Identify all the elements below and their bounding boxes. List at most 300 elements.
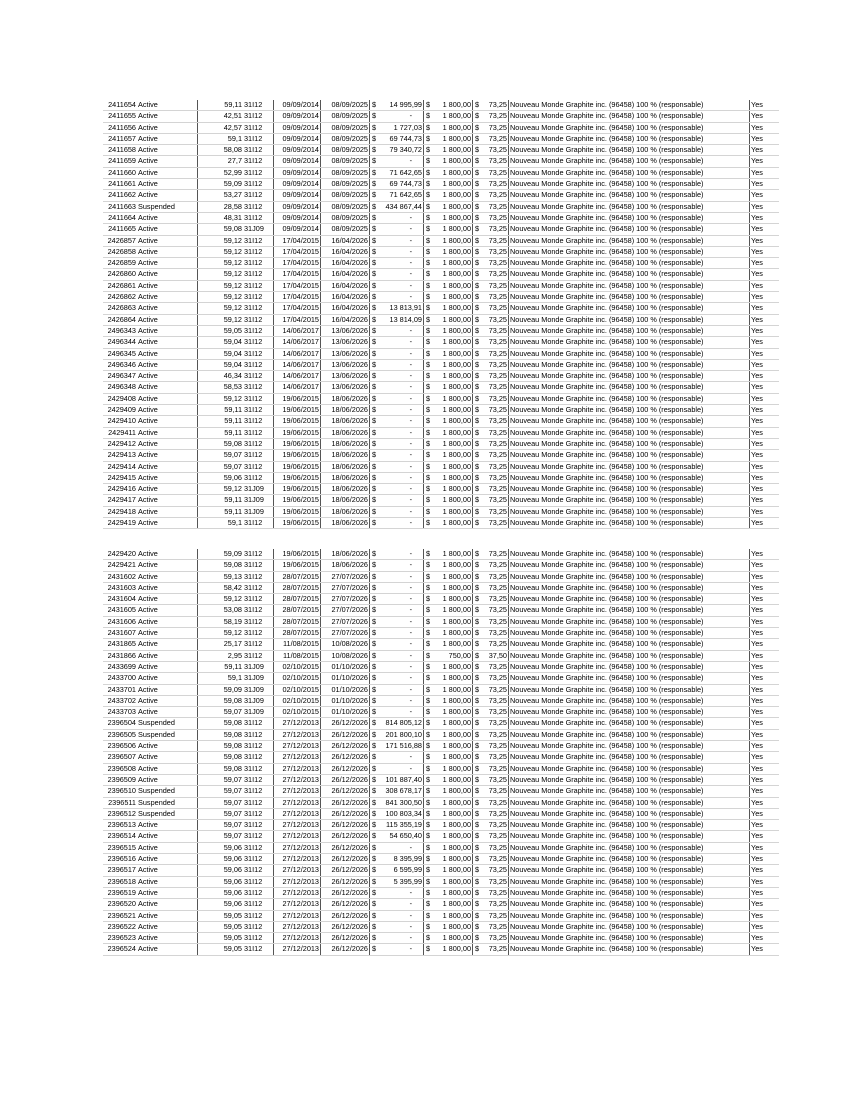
cell-zone: 31I12 [243, 145, 274, 156]
cell-status: Active [137, 359, 198, 370]
cell-end: 18/06/2026 [321, 560, 370, 571]
cell-tax [473, 484, 509, 495]
cell-flag: Yes [750, 763, 780, 774]
cell-status: Active [137, 314, 198, 325]
cell-value-credit: - [409, 484, 412, 494]
cell-value-fee: 1 800,00 [442, 484, 471, 494]
cell-holder: Nouveau Monde Graphite inc. (96458) 100 % (responsable) [509, 741, 750, 752]
cell-end: 13/06/2026 [321, 382, 370, 393]
cell-value-tax: 73,25 [488, 359, 507, 369]
currency-symbol: $ [475, 100, 480, 109]
cell-value-tax: 73,25 [488, 628, 507, 638]
cell-status: Active [137, 303, 198, 314]
cell-area: 59,04 [198, 337, 244, 348]
cell-status: Suspended [137, 786, 198, 797]
currency-symbol: $ [426, 506, 431, 516]
currency-symbol: $ [475, 944, 480, 954]
cell-fee [424, 797, 473, 808]
cell-start: 27/12/2013 [274, 808, 321, 819]
cell-holder: Nouveau Monde Graphite inc. (96458) 100 % (responsable) [509, 472, 750, 483]
cell-flag: Yes [750, 808, 780, 819]
currency-symbol: $ [372, 921, 377, 931]
currency-symbol: $ [426, 661, 431, 671]
cell-value-credit: - [409, 639, 412, 649]
cell-value-tax: 73,25 [488, 224, 507, 234]
table-row [103, 517, 779, 528]
cell-start: 09/09/2014 [274, 156, 321, 167]
currency-symbol: $ [426, 405, 431, 415]
currency-symbol: $ [426, 933, 431, 943]
cell-zone: 31I12 [243, 605, 274, 616]
currency-symbol: $ [426, 605, 431, 615]
table-row [103, 179, 779, 190]
cell-value-tax: 73,25 [488, 472, 507, 482]
cell-end: 27/07/2026 [321, 605, 370, 616]
cell-zone: 31I12 [243, 774, 274, 785]
cell-start: 17/04/2015 [274, 258, 321, 269]
cell-value-fee: 1 800,00 [442, 212, 471, 222]
cell-fee [424, 876, 473, 887]
table-row [103, 325, 779, 336]
cell-fee [424, 484, 473, 495]
cell-value-fee: 1 800,00 [442, 111, 471, 121]
cell-fee [424, 472, 473, 483]
claims-table-section-1 [103, 100, 779, 529]
cell-value-tax: 73,25 [488, 212, 507, 222]
cell-area: 59,12 [198, 314, 244, 325]
cell-end: 26/12/2026 [321, 820, 370, 831]
cell-credit [370, 582, 424, 593]
cell-id: 2411657 [103, 133, 137, 144]
cell-area: 59,08 [198, 224, 244, 235]
currency-symbol: $ [426, 382, 431, 392]
cell-end: 16/04/2026 [321, 280, 370, 291]
cell-area: 59,06 [198, 854, 244, 865]
table-row [103, 122, 779, 133]
cell-value-tax: 73,25 [488, 156, 507, 166]
cell-credit [370, 741, 424, 752]
cell-value-tax: 73,25 [488, 133, 507, 143]
cell-tax [473, 876, 509, 887]
cell-flag: Yes [750, 842, 780, 853]
currency-symbol: $ [372, 808, 377, 818]
cell-value-credit: - [409, 235, 412, 245]
cell-holder: Nouveau Monde Graphite inc. (96458) 100 % (responsable) [509, 571, 750, 582]
cell-zone: 31I12 [243, 729, 274, 740]
cell-zone: 31I12 [243, 887, 274, 898]
cell-start: 27/12/2013 [274, 854, 321, 865]
cell-zone: 31I12 [243, 741, 274, 752]
cell-value-fee: 1 800,00 [442, 831, 471, 841]
cell-value-tax: 73,25 [488, 763, 507, 773]
cell-value-tax: 73,25 [488, 549, 507, 558]
cell-end: 10/08/2026 [321, 639, 370, 650]
cell-status: Active [137, 325, 198, 336]
cell-tax [473, 616, 509, 627]
currency-symbol: $ [426, 707, 431, 717]
cell-tax [473, 427, 509, 438]
cell-id: 2429415 [103, 472, 137, 483]
cell-status: Active [137, 371, 198, 382]
table-row [103, 190, 779, 201]
currency-symbol: $ [426, 910, 431, 920]
cell-id: 2431602 [103, 571, 137, 582]
cell-zone: 31J09 [243, 661, 274, 672]
cell-flag: Yes [750, 405, 780, 416]
cell-credit [370, 933, 424, 944]
cell-end: 01/10/2026 [321, 707, 370, 718]
cell-area: 59,09 [198, 179, 244, 190]
table-row [103, 201, 779, 212]
currency-symbol: $ [372, 303, 377, 313]
cell-start: 27/12/2013 [274, 944, 321, 955]
currency-symbol: $ [372, 393, 377, 403]
cell-status: Active [137, 269, 198, 280]
cell-end: 16/04/2026 [321, 235, 370, 246]
cell-credit [370, 438, 424, 449]
cell-area: 52,99 [198, 167, 244, 178]
currency-symbol: $ [426, 450, 431, 460]
cell-flag: Yes [750, 484, 780, 495]
cell-area: 59,12 [198, 269, 244, 280]
cell-value-tax: 73,25 [488, 201, 507, 211]
cell-start: 27/12/2013 [274, 921, 321, 932]
cell-value-fee: 1 800,00 [442, 461, 471, 471]
cell-value-fee: 1 800,00 [442, 639, 471, 649]
cell-end: 26/12/2026 [321, 797, 370, 808]
cell-tax [473, 752, 509, 763]
cell-zone: 31I12 [243, 786, 274, 797]
cell-tax [473, 549, 509, 560]
cell-id: 2429416 [103, 484, 137, 495]
cell-value-tax: 73,25 [488, 616, 507, 626]
cell-zone: 31I12 [243, 797, 274, 808]
currency-symbol: $ [475, 111, 480, 121]
cell-end: 27/07/2026 [321, 582, 370, 593]
cell-end: 16/04/2026 [321, 303, 370, 314]
table-row [103, 729, 779, 740]
currency-symbol: $ [426, 741, 431, 751]
cell-tax [473, 461, 509, 472]
cell-start: 14/06/2017 [274, 337, 321, 348]
cell-credit [370, 472, 424, 483]
cell-fee [424, 405, 473, 416]
currency-symbol: $ [372, 145, 377, 155]
cell-area: 58,19 [198, 616, 244, 627]
cell-value-fee: 1 800,00 [442, 100, 471, 109]
cell-area: 59,11 [198, 416, 244, 427]
cell-status: Active [137, 549, 198, 560]
currency-symbol: $ [426, 145, 431, 155]
cell-status: Active [137, 179, 198, 190]
cell-end: 18/06/2026 [321, 427, 370, 438]
cell-fee [424, 337, 473, 348]
currency-symbol: $ [372, 416, 377, 426]
cell-flag: Yes [750, 854, 780, 865]
cell-credit [370, 876, 424, 887]
currency-symbol: $ [372, 549, 377, 558]
cell-tax [473, 808, 509, 819]
cell-start: 02/10/2015 [274, 695, 321, 706]
cell-value-fee: 1 800,00 [442, 179, 471, 189]
cell-zone: 31I12 [243, 639, 274, 650]
cell-status: Active [137, 707, 198, 718]
cell-value-fee: 1 800,00 [442, 280, 471, 290]
cell-id: 2396519 [103, 887, 137, 898]
cell-value-tax: 73,25 [488, 517, 507, 527]
cell-status: Active [137, 506, 198, 517]
currency-symbol: $ [372, 156, 377, 166]
currency-symbol: $ [475, 133, 480, 143]
cell-status: Active [137, 258, 198, 269]
cell-area: 59,11 [198, 427, 244, 438]
currency-symbol: $ [372, 495, 377, 505]
cell-area: 59,07 [198, 786, 244, 797]
cell-start: 11/08/2015 [274, 650, 321, 661]
cell-status: Active [137, 235, 198, 246]
cell-credit [370, 899, 424, 910]
cell-holder: Nouveau Monde Graphite inc. (96458) 100 % (responsable) [509, 910, 750, 921]
cell-area: 59,08 [198, 752, 244, 763]
cell-start: 09/09/2014 [274, 133, 321, 144]
cell-holder: Nouveau Monde Graphite inc. (96458) 100 % (responsable) [509, 348, 750, 359]
cell-zone: 31I12 [243, 201, 274, 212]
currency-symbol: $ [426, 616, 431, 626]
cell-flag: Yes [750, 876, 780, 887]
cell-zone: 31I12 [243, 156, 274, 167]
currency-symbol: $ [372, 876, 377, 886]
table-row [103, 258, 779, 269]
cell-end: 18/06/2026 [321, 517, 370, 528]
currency-symbol: $ [475, 673, 480, 683]
cell-credit [370, 359, 424, 370]
table-row [103, 876, 779, 887]
cell-tax [473, 729, 509, 740]
currency-symbol: $ [475, 246, 480, 256]
cell-area: 59,04 [198, 348, 244, 359]
cell-value-tax: 73,25 [488, 393, 507, 403]
cell-end: 18/06/2026 [321, 393, 370, 404]
cell-start: 19/06/2015 [274, 517, 321, 528]
cell-area: 59,08 [198, 729, 244, 740]
cell-flag: Yes [750, 472, 780, 483]
cell-fee [424, 190, 473, 201]
cell-end: 13/06/2026 [321, 371, 370, 382]
cell-end: 26/12/2026 [321, 786, 370, 797]
cell-value-fee: 1 800,00 [442, 741, 471, 751]
cell-start: 27/12/2013 [274, 865, 321, 876]
cell-flag: Yes [750, 179, 780, 190]
cell-tax [473, 348, 509, 359]
cell-start: 28/07/2015 [274, 571, 321, 582]
cell-fee [424, 438, 473, 449]
cell-holder: Nouveau Monde Graphite inc. (96458) 100 % (responsable) [509, 190, 750, 201]
cell-value-fee: 1 800,00 [442, 582, 471, 592]
cell-holder: Nouveau Monde Graphite inc. (96458) 100 % (responsable) [509, 337, 750, 348]
cell-holder: Nouveau Monde Graphite inc. (96458) 100 % (responsable) [509, 438, 750, 449]
cell-fee [424, 820, 473, 831]
currency-symbol: $ [372, 842, 377, 852]
currency-symbol: $ [475, 639, 480, 649]
cell-tax [473, 786, 509, 797]
cell-status: Active [137, 427, 198, 438]
cell-value-credit: - [409, 684, 412, 694]
cell-start: 02/10/2015 [274, 673, 321, 684]
cell-status: Active [137, 167, 198, 178]
cell-holder: Nouveau Monde Graphite inc. (96458) 100 % (responsable) [509, 774, 750, 785]
currency-symbol: $ [372, 741, 377, 751]
cell-tax [473, 854, 509, 865]
cell-value-tax: 73,25 [488, 382, 507, 392]
cell-area: 59,05 [198, 910, 244, 921]
cell-area: 59,11 [198, 661, 244, 672]
cell-start: 27/12/2013 [274, 876, 321, 887]
cell-holder: Nouveau Monde Graphite inc. (96458) 100 % (responsable) [509, 899, 750, 910]
cell-tax [473, 774, 509, 785]
cell-value-credit: - [409, 752, 412, 762]
currency-symbol: $ [372, 854, 377, 864]
currency-symbol: $ [372, 100, 377, 109]
table-row [103, 405, 779, 416]
cell-value-credit: - [409, 371, 412, 381]
cell-id: 2396518 [103, 876, 137, 887]
cell-fee [424, 269, 473, 280]
cell-flag: Yes [750, 673, 780, 684]
cell-value-credit: 201 800,10 [385, 729, 422, 739]
currency-symbol: $ [426, 280, 431, 290]
cell-credit [370, 865, 424, 876]
cell-holder: Nouveau Monde Graphite inc. (96458) 100 % (responsable) [509, 707, 750, 718]
cell-end: 18/06/2026 [321, 506, 370, 517]
cell-fee [424, 133, 473, 144]
cell-start: 19/06/2015 [274, 393, 321, 404]
currency-symbol: $ [475, 616, 480, 626]
cell-fee [424, 371, 473, 382]
currency-symbol: $ [475, 427, 480, 437]
cell-credit [370, 639, 424, 650]
currency-symbol: $ [372, 212, 377, 222]
currency-symbol: $ [426, 348, 431, 358]
cell-tax [473, 639, 509, 650]
cell-holder: Nouveau Monde Graphite inc. (96458) 100 % (responsable) [509, 405, 750, 416]
cell-zone: 31I12 [243, 899, 274, 910]
cell-start: 14/06/2017 [274, 359, 321, 370]
cell-value-tax: 73,25 [488, 695, 507, 705]
cell-value-tax: 73,25 [488, 371, 507, 381]
cell-value-credit: 1 727,03 [393, 122, 422, 132]
cell-fee [424, 201, 473, 212]
cell-id: 2431607 [103, 628, 137, 639]
cell-area: 59,08 [198, 695, 244, 706]
cell-flag: Yes [750, 258, 780, 269]
cell-end: 16/04/2026 [321, 258, 370, 269]
table-row [103, 808, 779, 819]
currency-symbol: $ [475, 235, 480, 245]
currency-symbol: $ [426, 831, 431, 841]
table-row [103, 605, 779, 616]
cell-area: 59,05 [198, 944, 244, 955]
cell-value-credit: - [409, 763, 412, 773]
cell-end: 26/12/2026 [321, 876, 370, 887]
cell-start: 19/06/2015 [274, 405, 321, 416]
cell-id: 2396509 [103, 774, 137, 785]
cell-holder: Nouveau Monde Graphite inc. (96458) 100 % (responsable) [509, 506, 750, 517]
cell-flag: Yes [750, 639, 780, 650]
cell-end: 08/09/2025 [321, 156, 370, 167]
cell-flag: Yes [750, 450, 780, 461]
cell-holder: Nouveau Monde Graphite inc. (96458) 100 % (responsable) [509, 224, 750, 235]
cell-zone: 31I12 [243, 628, 274, 639]
cell-tax [473, 887, 509, 898]
currency-symbol: $ [426, 201, 431, 211]
cell-start: 09/09/2014 [274, 167, 321, 178]
cell-tax [473, 269, 509, 280]
cell-start: 27/12/2013 [274, 797, 321, 808]
cell-tax [473, 235, 509, 246]
cell-value-tax: 73,25 [488, 594, 507, 604]
cell-value-tax: 73,25 [488, 910, 507, 920]
cell-credit [370, 405, 424, 416]
cell-credit [370, 100, 424, 111]
cell-end: 16/04/2026 [321, 246, 370, 257]
cell-zone: 31I12 [243, 438, 274, 449]
currency-symbol: $ [426, 797, 431, 807]
cell-value-credit: 171 516,88 [385, 741, 422, 751]
cell-value-tax: 37,50 [488, 650, 507, 660]
cell-zone: 31I12 [243, 337, 274, 348]
currency-symbol: $ [372, 292, 377, 302]
table-row [103, 628, 779, 639]
cell-fee [424, 887, 473, 898]
cell-fee [424, 325, 473, 336]
cell-status: Active [137, 560, 198, 571]
currency-symbol: $ [475, 472, 480, 482]
cell-holder: Nouveau Monde Graphite inc. (96458) 100 % (responsable) [509, 314, 750, 325]
cell-flag: Yes [750, 393, 780, 404]
cell-value-credit: - [409, 337, 412, 347]
cell-end: 26/12/2026 [321, 944, 370, 955]
cell-value-credit: 8 395,99 [393, 854, 422, 864]
currency-symbol: $ [475, 461, 480, 471]
cell-fee [424, 416, 473, 427]
cell-value-credit: 69 744,73 [389, 179, 422, 189]
cell-id: 2429418 [103, 506, 137, 517]
cell-zone: 31I12 [243, 122, 274, 133]
cell-tax [473, 865, 509, 876]
table-row [103, 549, 779, 560]
cell-credit [370, 820, 424, 831]
table-row [103, 774, 779, 785]
cell-start: 17/04/2015 [274, 235, 321, 246]
cell-start: 28/07/2015 [274, 628, 321, 639]
currency-symbol: $ [475, 506, 480, 516]
cell-holder: Nouveau Monde Graphite inc. (96458) 100 % (responsable) [509, 133, 750, 144]
cell-id: 2411661 [103, 179, 137, 190]
currency-symbol: $ [372, 325, 377, 335]
table-row [103, 145, 779, 156]
currency-symbol: $ [372, 484, 377, 494]
cell-start: 19/06/2015 [274, 416, 321, 427]
cell-holder: Nouveau Monde Graphite inc. (96458) 100 % (responsable) [509, 549, 750, 560]
currency-symbol: $ [372, 650, 377, 660]
cell-start: 27/12/2013 [274, 899, 321, 910]
cell-status: Active [137, 280, 198, 291]
cell-holder: Nouveau Monde Graphite inc. (96458) 100 % (responsable) [509, 393, 750, 404]
cell-value-tax: 73,25 [488, 944, 507, 954]
cell-start: 27/12/2013 [274, 774, 321, 785]
currency-symbol: $ [475, 122, 480, 132]
cell-status: Active [137, 190, 198, 201]
